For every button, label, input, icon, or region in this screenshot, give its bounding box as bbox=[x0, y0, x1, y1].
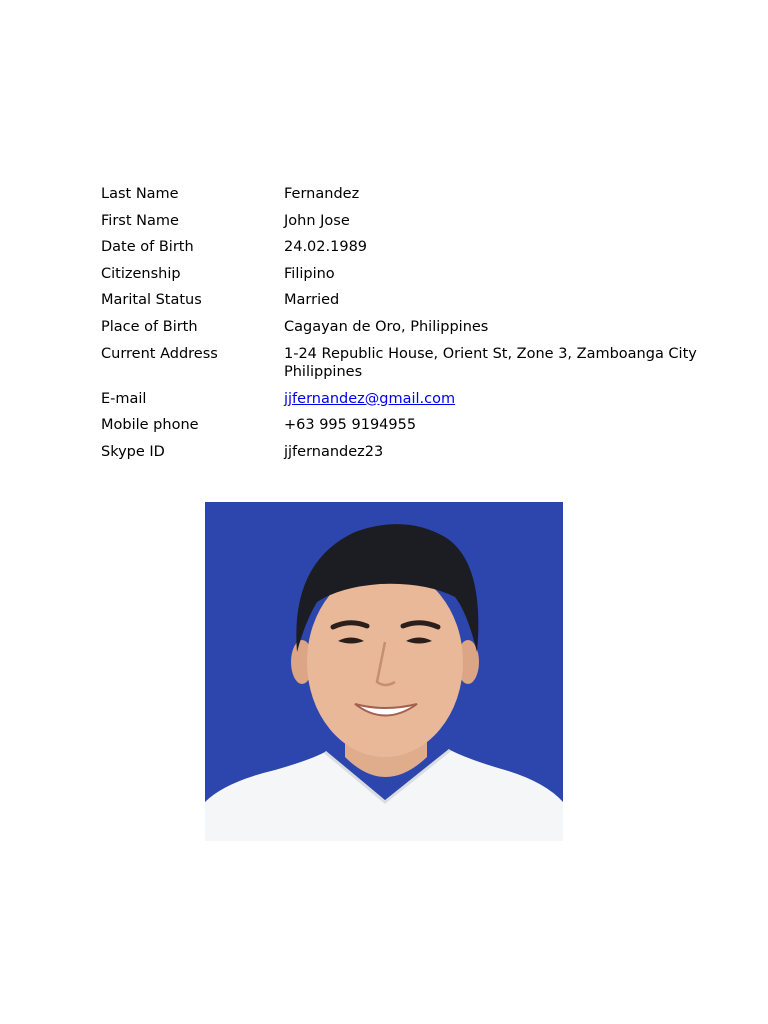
row-marital-status bbox=[101, 291, 701, 318]
row-mobile-phone bbox=[101, 416, 701, 443]
citizenship-label: Citizenship bbox=[101, 265, 181, 282]
last-name-value: Fernandez bbox=[284, 186, 360, 202]
citizenship-value: Filipino bbox=[284, 265, 335, 282]
last-name-label: Last Name bbox=[101, 186, 179, 202]
skype-id-label: Skype ID bbox=[101, 443, 165, 460]
email-cell bbox=[284, 390, 701, 417]
portrait-illustration bbox=[205, 502, 563, 841]
mobile-phone-value: +63 995 9194955 bbox=[284, 417, 417, 434]
row-first-name bbox=[101, 212, 701, 239]
email-link[interactable]: jjfernandez@gmail.com bbox=[284, 390, 456, 407]
current-address-value: 1-24 Republic House, Orient St, Zone 3, Zamboanga City Philippines bbox=[284, 345, 697, 380]
marital-status-label: Marital Status bbox=[101, 292, 202, 309]
first-name-value: John Jose bbox=[284, 212, 350, 229]
email-label: E-mail bbox=[101, 390, 147, 407]
place-of-birth-value: Cagayan de Oro, Philippines bbox=[284, 318, 489, 335]
skype-id-value: jjfernandez23 bbox=[284, 443, 384, 460]
row-place-of-birth bbox=[101, 318, 701, 345]
marital-status-value: Married bbox=[284, 292, 340, 309]
row-email bbox=[101, 390, 701, 417]
row-skype-id bbox=[101, 443, 701, 470]
row-current-address bbox=[101, 345, 701, 390]
date-of-birth-value: 24.02.1989 bbox=[284, 239, 368, 256]
profile-photo bbox=[205, 502, 563, 841]
date-of-birth-label: Date of Birth bbox=[101, 239, 194, 256]
mobile-phone-label: Mobile phone bbox=[101, 417, 199, 434]
personal-info-table bbox=[101, 185, 701, 469]
row-last-name bbox=[101, 185, 701, 212]
place-of-birth-label: Place of Birth bbox=[101, 318, 198, 335]
row-citizenship bbox=[101, 265, 701, 292]
current-address-label: Current Address bbox=[101, 345, 218, 362]
row-date-of-birth bbox=[101, 238, 701, 265]
first-name-label: First Name bbox=[101, 212, 179, 229]
